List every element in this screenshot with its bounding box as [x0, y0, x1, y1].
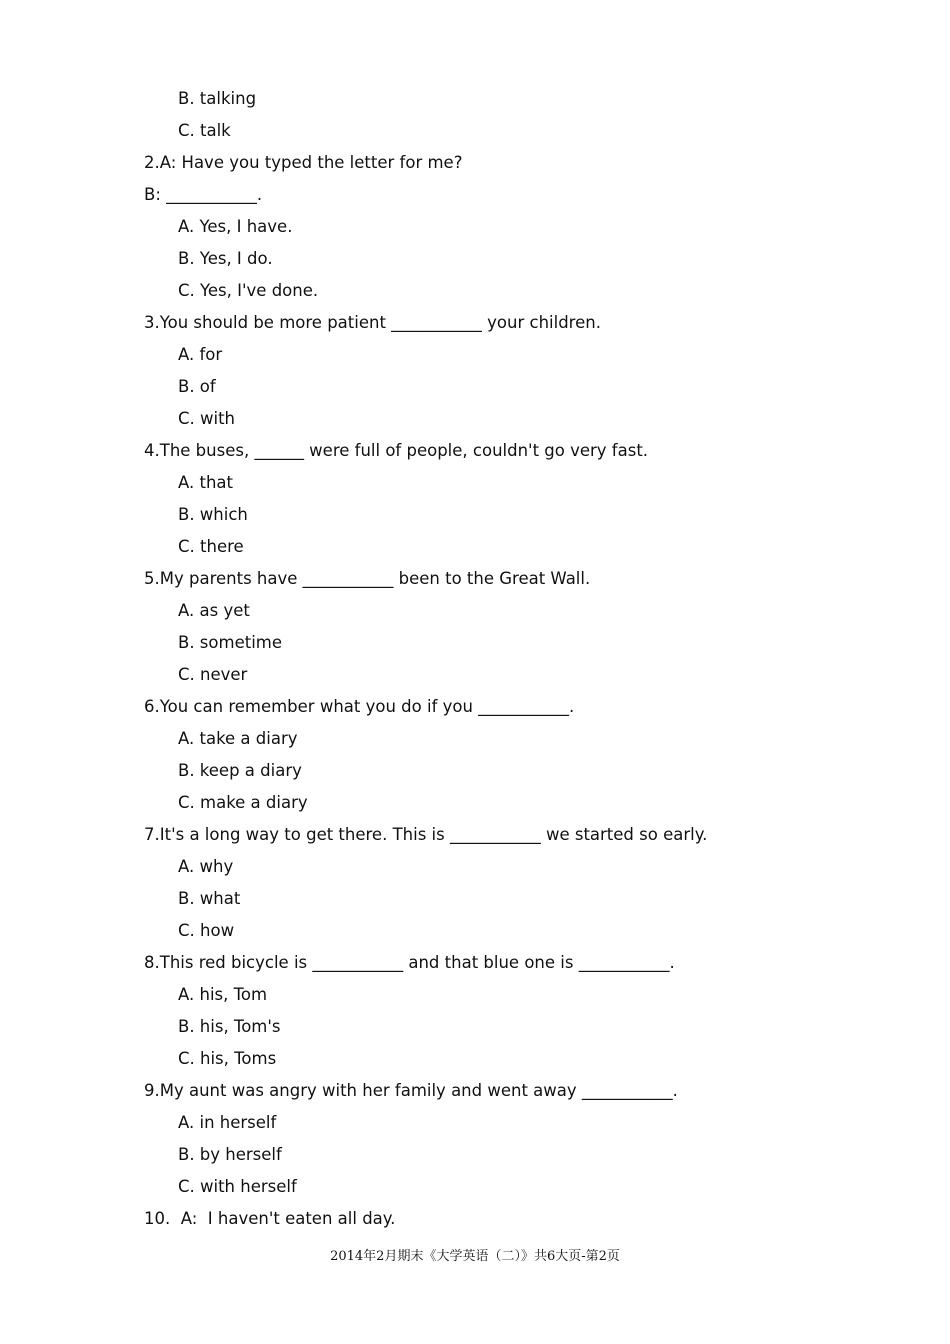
question-text: 4.The buses, ______ were full of people, couldn't go very fast.	[144, 441, 649, 460]
answer-option: C. never	[178, 665, 248, 684]
answer-option: B. what	[178, 889, 241, 908]
answer-option: B. of	[178, 377, 216, 396]
answer-option: C. how	[178, 921, 235, 940]
answer-option: B. Yes, I do.	[178, 249, 273, 268]
question-text: 7.It's a long way to get there. This is ___________ we started so early.	[144, 825, 708, 844]
answer-option: A. take a diary	[178, 729, 298, 748]
question-text: 9.My aunt was angry with her family and went away ___________.	[144, 1081, 678, 1100]
answer-option: C. make a diary	[178, 793, 308, 812]
page-footer: 2014年2月期末《大学英语（二）》共6大页-第2页	[330, 1249, 620, 1264]
answer-option: B. by herself	[178, 1145, 282, 1164]
question-text: 8.This red bicycle is ___________ and that blue one is ___________.	[144, 953, 675, 972]
answer-option: B. keep a diary	[178, 761, 302, 780]
question-text: 2.A: Have you typed the letter for me?	[144, 153, 463, 172]
answer-option: A. for	[178, 345, 223, 364]
answer-option: C. with	[178, 409, 236, 428]
answer-option: C. talk	[178, 121, 231, 140]
question-text: 5.My parents have ___________ been to the Great Wall.	[144, 569, 591, 588]
answer-option: B. sometime	[178, 633, 283, 652]
answer-option: A. Yes, I have.	[178, 217, 293, 236]
answer-option: B. his, Tom's	[178, 1017, 281, 1036]
question-text: B: ___________.	[144, 185, 263, 204]
answer-option: C. there	[178, 537, 244, 556]
answer-option: A. in herself	[178, 1113, 277, 1132]
answer-option: B. which	[178, 505, 248, 524]
answer-option: C. his, Toms	[178, 1049, 277, 1068]
question-list	[144, 83, 844, 1235]
question-text: 3.You should be more patient ___________ your children.	[144, 313, 601, 332]
answer-option: A. his, Tom	[178, 985, 268, 1004]
answer-option: C. with herself	[178, 1177, 297, 1196]
answer-option: A. why	[178, 857, 234, 876]
answer-option: B. talking	[178, 89, 257, 108]
answer-option: C. Yes, I've done.	[178, 281, 319, 300]
question-text: 10. A: I haven't eaten all day.	[144, 1209, 396, 1228]
answer-option: A. that	[178, 473, 233, 492]
question-text: 6.You can remember what you do if you ___________.	[144, 697, 575, 716]
answer-option: A. as yet	[178, 601, 250, 620]
